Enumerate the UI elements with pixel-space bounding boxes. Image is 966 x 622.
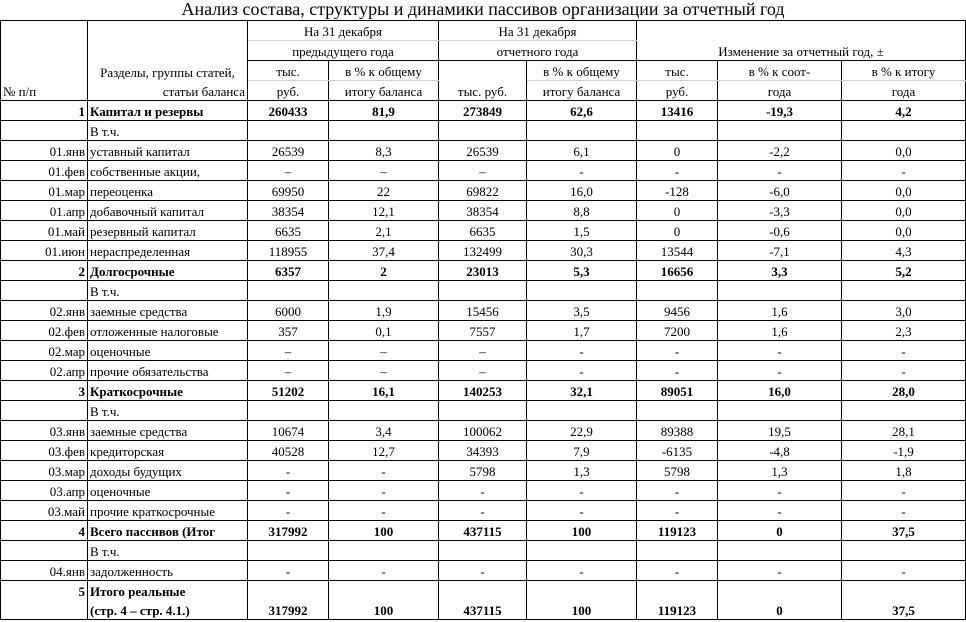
row-value: 16656	[637, 261, 718, 281]
table-row	[1, 541, 966, 561]
row-value: 0,0	[842, 201, 966, 221]
header-row-4	[1, 81, 966, 101]
row-value: 10674	[248, 421, 329, 441]
row-value: 23013	[439, 261, 527, 281]
table-row	[1, 321, 966, 341]
row-value: 3,4	[329, 421, 439, 441]
row-value: 1,6	[718, 321, 842, 341]
row-value: -	[527, 161, 637, 181]
row-num: 01.мар	[1, 181, 88, 201]
row-value: 7200	[637, 321, 718, 341]
row-value: 437115	[439, 521, 527, 541]
table-row	[1, 481, 966, 501]
row-value: –	[248, 361, 329, 381]
row-name: Краткосрочные	[88, 381, 248, 401]
row-value: 132499	[439, 241, 527, 261]
table-row	[1, 561, 966, 581]
header-change-tys: тыс.	[637, 61, 718, 81]
row-value: 16,0	[527, 181, 637, 201]
row-value: 100	[329, 600, 439, 620]
row-value: -	[329, 561, 439, 581]
row-value: -19,3	[718, 101, 842, 121]
row-value: 37,4	[329, 241, 439, 261]
row-num: 01.апр	[1, 201, 88, 221]
row-value: 34393	[439, 441, 527, 461]
row-value: 3,0	[842, 301, 966, 321]
table-row-total-real-2	[1, 600, 966, 620]
row-value: 1,6	[718, 301, 842, 321]
row-value: -128	[637, 181, 718, 201]
table-row	[1, 441, 966, 461]
row-value: -4,8	[718, 441, 842, 461]
row-name: оценочные	[88, 481, 248, 501]
row-value: 12,7	[329, 441, 439, 461]
row-value: 13544	[637, 241, 718, 261]
row-value: 9456	[637, 301, 718, 321]
row-value: -	[329, 461, 439, 481]
row-num: 03.мар	[1, 461, 88, 481]
row-value: -	[718, 361, 842, 381]
row-value: 12,1	[329, 201, 439, 221]
row-name: В т.ч.	[88, 121, 248, 141]
row-value	[439, 121, 527, 141]
row-value	[637, 281, 718, 301]
table-row	[1, 461, 966, 481]
row-value: 89051	[637, 381, 718, 401]
row-value: –	[329, 361, 439, 381]
row-value	[527, 541, 637, 561]
row-value: 22,9	[527, 421, 637, 441]
row-value: -	[248, 481, 329, 501]
row-value	[718, 281, 842, 301]
row-value: 317992	[248, 600, 329, 620]
row-num: 5	[1, 581, 88, 601]
table-row	[1, 161, 966, 181]
row-num: 4	[1, 521, 88, 541]
row-num: 03.фев	[1, 441, 88, 461]
row-value: -	[842, 361, 966, 381]
header-change-pct-corr-line1: в % к соот-	[718, 61, 842, 81]
row-value: 6,1	[527, 141, 637, 161]
row-name: добавочный капитал	[88, 201, 248, 221]
row-value: 1,3	[527, 461, 637, 481]
row-value: –	[329, 161, 439, 181]
row-value: -6135	[637, 441, 718, 461]
table-row	[1, 341, 966, 361]
header-curr-tys: тыс. руб.	[439, 81, 527, 101]
row-value: -	[527, 561, 637, 581]
row-value: -	[439, 481, 527, 501]
row-value: -	[718, 161, 842, 181]
row-value: -	[718, 481, 842, 501]
row-num: 01.фев	[1, 161, 88, 181]
row-num: 3	[1, 381, 88, 401]
row-name: В т.ч.	[88, 401, 248, 421]
table-row	[1, 401, 966, 421]
row-value: -	[718, 501, 842, 521]
row-value: 140253	[439, 381, 527, 401]
row-value: 5798	[637, 461, 718, 481]
row-value: -2,2	[718, 141, 842, 161]
row-value: 8,8	[527, 201, 637, 221]
row-value	[329, 121, 439, 141]
header-curr-pct-line1: в % к общему	[527, 61, 637, 81]
table-row	[1, 301, 966, 321]
header-row-1	[1, 21, 966, 41]
row-value: 357	[248, 321, 329, 341]
row-num: 03.апр	[1, 481, 88, 501]
row-name-line2: (стр. 4 – стр. 4.1.)	[88, 600, 248, 620]
row-value: 1,3	[718, 461, 842, 481]
row-value: 317992	[248, 521, 329, 541]
row-value: -	[637, 561, 718, 581]
row-value: 89388	[637, 421, 718, 441]
row-value: -	[718, 341, 842, 361]
row-value	[842, 541, 966, 561]
row-value: -	[637, 161, 718, 181]
row-value: -	[637, 341, 718, 361]
row-value	[842, 121, 966, 141]
row-value: –	[439, 341, 527, 361]
row-value: 16,1	[329, 381, 439, 401]
row-value: 15456	[439, 301, 527, 321]
row-num	[1, 281, 88, 301]
table-row	[1, 381, 966, 401]
row-value: 0,0	[842, 221, 966, 241]
row-value: 13416	[637, 101, 718, 121]
row-value: 1,8	[842, 461, 966, 481]
row-value: 0	[637, 201, 718, 221]
row-value: –	[439, 361, 527, 381]
header-num: № п/п	[1, 81, 88, 101]
row-value: 6000	[248, 301, 329, 321]
row-value: 37,5	[842, 600, 966, 620]
row-name: резервный капитал	[88, 221, 248, 241]
row-num	[1, 121, 88, 141]
table-row-total-real-1	[1, 581, 966, 601]
table-row	[1, 241, 966, 261]
row-num: 02.фев	[1, 321, 88, 341]
row-value	[329, 281, 439, 301]
row-value: -	[329, 481, 439, 501]
row-name: нераспределенная	[88, 241, 248, 261]
row-value: -	[842, 501, 966, 521]
table-row	[1, 141, 966, 161]
row-value: 0,0	[842, 141, 966, 161]
row-name: собственные акции,	[88, 161, 248, 181]
row-value: 2	[329, 261, 439, 281]
row-value: -	[527, 501, 637, 521]
row-value: -	[718, 561, 842, 581]
row-value	[842, 401, 966, 421]
row-value	[248, 121, 329, 141]
row-value: 273849	[439, 101, 527, 121]
row-value: 1,9	[329, 301, 439, 321]
row-value: -	[842, 161, 966, 181]
row-value: 69950	[248, 181, 329, 201]
table-row	[1, 181, 966, 201]
row-value: -	[637, 501, 718, 521]
table-row	[1, 361, 966, 381]
row-value: 100062	[439, 421, 527, 441]
row-num: 03.янв	[1, 421, 88, 441]
row-num: 02.янв	[1, 301, 88, 321]
row-value: -	[248, 461, 329, 481]
header-change-pct-corr-line2: года	[718, 81, 842, 101]
table-row	[1, 281, 966, 301]
row-value: -	[248, 501, 329, 521]
page-title: Анализ состава, структуры и динамики пассивов организации за отчетный год	[181, 0, 785, 19]
row-value: 51202	[248, 381, 329, 401]
row-num: 02.мар	[1, 341, 88, 361]
row-value: 2,1	[329, 221, 439, 241]
row-value: 1,5	[527, 221, 637, 241]
row-name-line1: Итого реальные	[88, 581, 248, 601]
row-name: отложенные налоговые	[88, 321, 248, 341]
row-value: –	[248, 161, 329, 181]
row-value: 0	[637, 221, 718, 241]
row-value: 38354	[439, 201, 527, 221]
row-name: прочие обязательства	[88, 361, 248, 381]
row-value: 22	[329, 181, 439, 201]
header-row-2	[1, 41, 966, 61]
row-value: 7557	[439, 321, 527, 341]
row-value: 5,3	[527, 261, 637, 281]
row-value: 0	[718, 600, 842, 620]
row-value: 100	[527, 521, 637, 541]
header-curr-pct-line2: итогу баланса	[527, 81, 637, 101]
row-value	[637, 541, 718, 561]
row-value: 6357	[248, 261, 329, 281]
row-value: 0	[637, 141, 718, 161]
row-num: 04.янв	[1, 561, 88, 581]
row-value	[439, 401, 527, 421]
header-curr-line1: На 31 декабря	[439, 21, 637, 41]
header-row-3	[1, 61, 966, 81]
row-value: 260433	[248, 101, 329, 121]
row-value: -	[527, 481, 637, 501]
row-num: 01.июн	[1, 241, 88, 261]
row-num	[1, 401, 88, 421]
row-name: В т.ч.	[88, 541, 248, 561]
header-section-line2: статьи баланса	[88, 81, 248, 101]
row-value	[329, 541, 439, 561]
row-value: 28,0	[842, 381, 966, 401]
row-value	[527, 401, 637, 421]
row-name: заемные средства	[88, 301, 248, 321]
row-name: В т.ч.	[88, 281, 248, 301]
table-row	[1, 261, 966, 281]
row-value	[329, 401, 439, 421]
row-value: -	[439, 501, 527, 521]
row-value: 0,1	[329, 321, 439, 341]
row-name: переоценка	[88, 181, 248, 201]
table-row	[1, 101, 966, 121]
row-value: -6,0	[718, 181, 842, 201]
row-value: 5798	[439, 461, 527, 481]
table-row	[1, 121, 966, 141]
row-name: Капитал и резервы	[88, 101, 248, 121]
row-value: 100	[329, 521, 439, 541]
row-value: -	[439, 561, 527, 581]
header-prev-line2: предыдущего года	[248, 41, 439, 61]
row-num: 1	[1, 101, 88, 121]
row-value: -	[637, 361, 718, 381]
row-value: -	[842, 341, 966, 361]
row-value	[718, 121, 842, 141]
header-prev-pct-line1: в % к общему	[329, 61, 439, 81]
liabilities-table	[0, 20, 966, 620]
row-num: 01.май	[1, 221, 88, 241]
row-value: 3,3	[718, 261, 842, 281]
row-value: 16,0	[718, 381, 842, 401]
header-prev-rub: руб.	[248, 81, 329, 101]
row-num: 03.май	[1, 501, 88, 521]
row-value: -3,3	[718, 201, 842, 221]
table-row	[1, 421, 966, 441]
row-value	[718, 541, 842, 561]
row-value	[637, 401, 718, 421]
row-value	[439, 281, 527, 301]
row-value: 81,9	[329, 101, 439, 121]
row-name: задолженность	[88, 561, 248, 581]
row-value: 40528	[248, 441, 329, 461]
row-value: 38354	[248, 201, 329, 221]
header-prev-pct-line2: итогу баланса	[329, 81, 439, 101]
row-value: 37,5	[842, 521, 966, 541]
row-value: 437115	[439, 600, 527, 620]
row-value: 119123	[637, 600, 718, 620]
row-value: 32,1	[527, 381, 637, 401]
row-num: 01.янв	[1, 141, 88, 161]
row-value: 28,1	[842, 421, 966, 441]
row-value	[248, 281, 329, 301]
row-value: -7,1	[718, 241, 842, 261]
row-name: Всего пассивов (Итог	[88, 521, 248, 541]
row-value: 26539	[439, 141, 527, 161]
table-row	[1, 221, 966, 241]
table-row	[1, 501, 966, 521]
row-value: 118955	[248, 241, 329, 261]
row-value	[527, 121, 637, 141]
header-prev-line1: На 31 декабря	[248, 21, 439, 41]
row-value	[718, 401, 842, 421]
row-value	[248, 401, 329, 421]
row-value: 100	[527, 600, 637, 620]
header-change-pct-itog-line2: года	[842, 81, 966, 101]
row-value: 26539	[248, 141, 329, 161]
row-name: Долгосрочные	[88, 261, 248, 281]
row-value: 7,9	[527, 441, 637, 461]
row-value: 1,7	[527, 321, 637, 341]
header-change-pct-itog-line1: в % к итогу	[842, 61, 966, 81]
row-value: 6635	[248, 221, 329, 241]
header-change: Изменение за отчетный год, ±	[637, 41, 966, 61]
row-name: прочие краткосрочные	[88, 501, 248, 521]
row-value: 30,3	[527, 241, 637, 261]
header-change-rub: руб.	[637, 81, 718, 101]
row-value: 0	[718, 521, 842, 541]
row-value: 4,3	[842, 241, 966, 261]
row-value: -	[527, 361, 637, 381]
row-name: кредиторская	[88, 441, 248, 461]
header-prev-tys: тыс.	[248, 61, 329, 81]
row-value: -	[637, 481, 718, 501]
row-value	[439, 541, 527, 561]
row-value: -	[842, 481, 966, 501]
row-value: -	[248, 561, 329, 581]
row-value	[842, 281, 966, 301]
row-value: 8,3	[329, 141, 439, 161]
row-name: заемные средства	[88, 421, 248, 441]
row-value: -1,9	[842, 441, 966, 461]
table-row	[1, 521, 966, 541]
row-name: уставный капитал	[88, 141, 248, 161]
row-value: –	[329, 341, 439, 361]
row-value: 2,3	[842, 321, 966, 341]
row-value: -	[329, 501, 439, 521]
row-value: 69822	[439, 181, 527, 201]
row-value: -	[842, 561, 966, 581]
row-value: –	[439, 161, 527, 181]
row-value: 4,2	[842, 101, 966, 121]
row-name: доходы будущих	[88, 461, 248, 481]
row-value: -	[527, 341, 637, 361]
row-value: 62,6	[527, 101, 637, 121]
row-value: 5,2	[842, 261, 966, 281]
row-value: –	[248, 341, 329, 361]
row-name: оценочные	[88, 341, 248, 361]
row-num: 02.апр	[1, 361, 88, 381]
row-value: 0,0	[842, 181, 966, 201]
row-value: 6635	[439, 221, 527, 241]
header-curr-line2: отчетного года	[439, 41, 637, 61]
table-row	[1, 201, 966, 221]
header-section-line1: Разделы, группы статей,	[88, 61, 248, 81]
row-value: -0,6	[718, 221, 842, 241]
row-value: 3,5	[527, 301, 637, 321]
row-num: 2	[1, 261, 88, 281]
row-value	[637, 121, 718, 141]
row-value	[248, 541, 329, 561]
row-num	[1, 541, 88, 561]
row-value: 119123	[637, 521, 718, 541]
row-value: 19,5	[718, 421, 842, 441]
row-value	[527, 281, 637, 301]
